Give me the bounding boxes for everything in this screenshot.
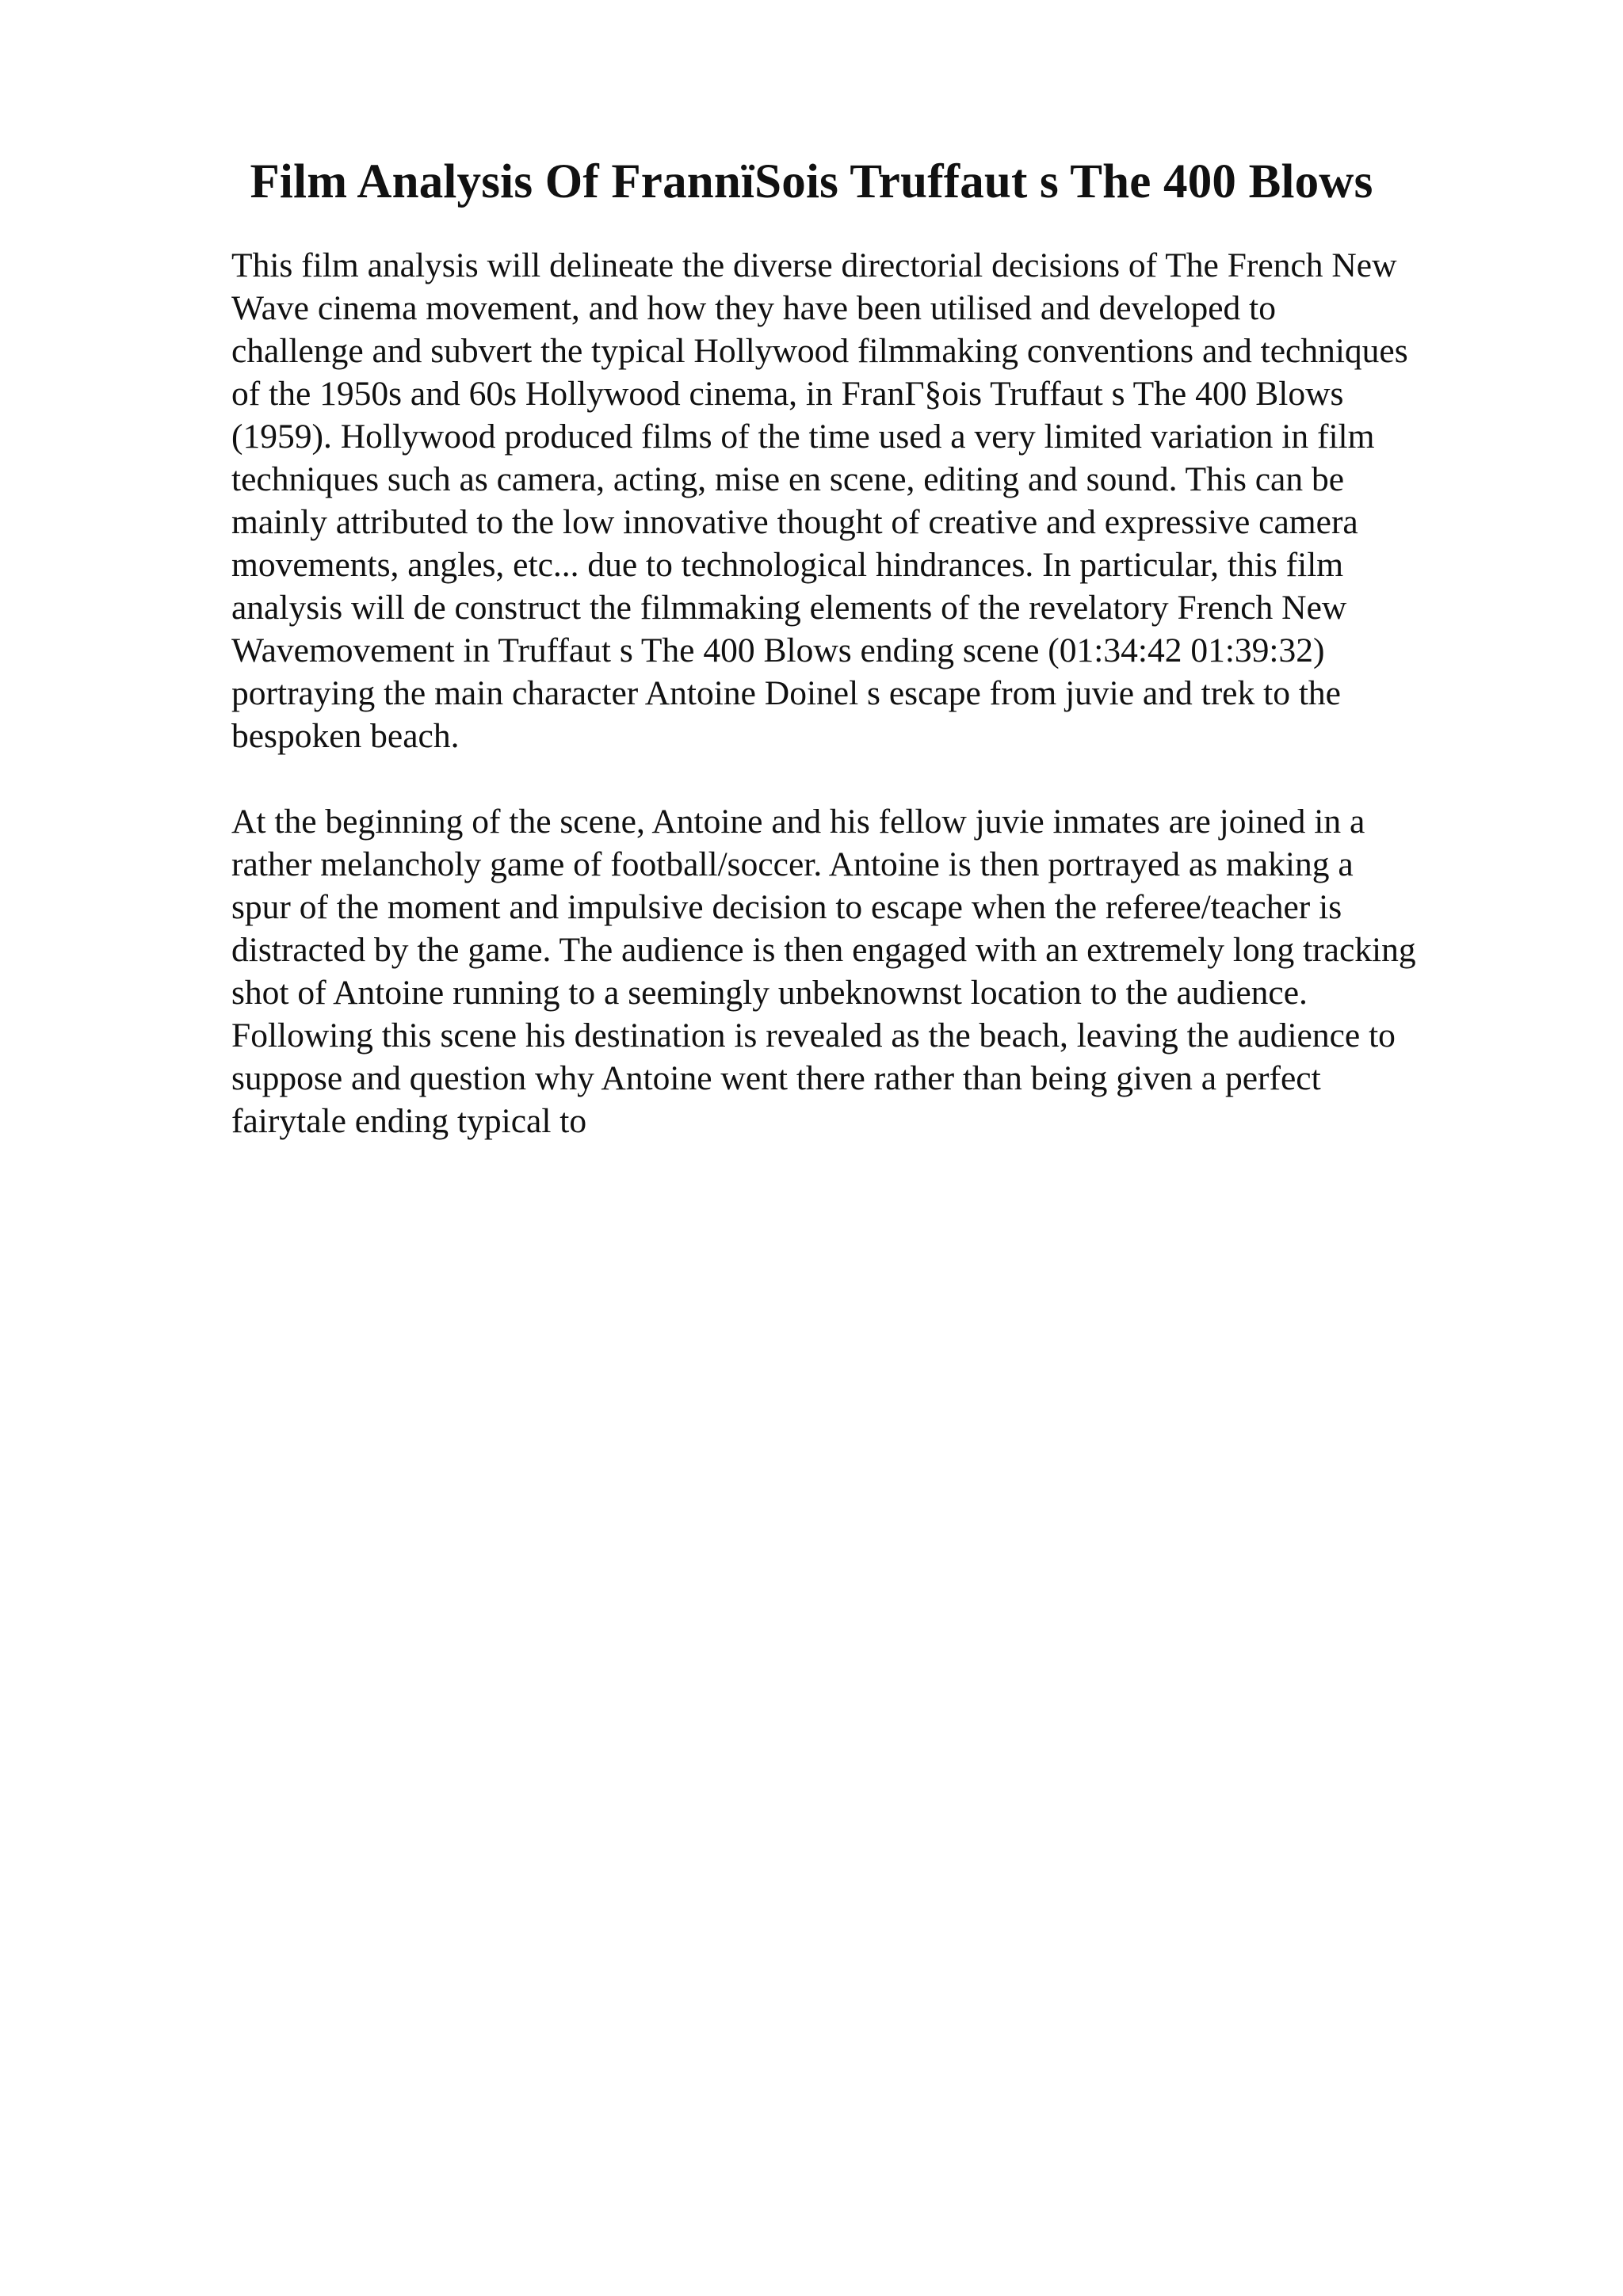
text-line: distracted by the game. The audience is then engaged with an extremely long tracking xyxy=(231,931,1416,969)
text-line: of the 1950s and 60s Hollywood cinema, in FranΓ§ois Truffaut s The 400 Blows xyxy=(231,375,1344,413)
text-line: analysis will de construct the filmmaking elements of the revelatory French New xyxy=(231,589,1347,627)
text-line: (1959). Hollywood produced films of the time used a very limited variation in film xyxy=(231,418,1375,456)
text-line: Wave cinema movement, and how they have been utilised and developed to xyxy=(231,289,1276,327)
document-body xyxy=(231,244,1539,1185)
paragraph-1 xyxy=(231,244,1539,757)
text-line: spur of the moment and impulsive decision to escape when the referee/teacher is xyxy=(231,888,1342,926)
paragraph-2 xyxy=(231,800,1539,1142)
text-line: Wavemovement in Truffaut s The 400 Blows ending scene (01:34:42 01:39:32) xyxy=(231,631,1325,669)
text-line: At the beginning of the scene, Antoine and his fellow juvie inmates are joined in a xyxy=(231,803,1365,841)
text-line: movements, angles, etc... due to technological hindrances. In particular, this film xyxy=(231,546,1344,584)
text-line: fairytale ending typical to xyxy=(231,1102,587,1140)
text-line: This film analysis will delineate the diverse directorial decisions of The French New xyxy=(231,246,1397,284)
text-line: mainly attributed to the low innovative thought of creative and expressive camera xyxy=(231,503,1358,541)
text-line: Following this scene his destination is revealed as the beach, leaving the audience to xyxy=(231,1016,1396,1055)
text-line: rather melancholy game of football/soccer. Antoine is then portrayed as making a xyxy=(231,845,1354,883)
text-line: bespoken beach. xyxy=(231,717,460,755)
text-line: techniques such as camera, acting, mise en scene, editing and sound. This can be xyxy=(231,460,1345,498)
text-line: suppose and question why Antoine went there rather than being given a perfect xyxy=(231,1059,1321,1097)
text-line: challenge and subvert the typical Hollywood filmmaking conventions and techniques xyxy=(231,332,1408,370)
text-line: shot of Antoine running to a seemingly unbeknownst location to the audience. xyxy=(231,974,1308,1012)
text-line: portraying the main character Antoine Doinel s escape from juvie and trek to the xyxy=(231,674,1341,712)
document-title: Film Analysis Of FrannïSois Truffaut s The 400 Blows xyxy=(250,155,1373,208)
